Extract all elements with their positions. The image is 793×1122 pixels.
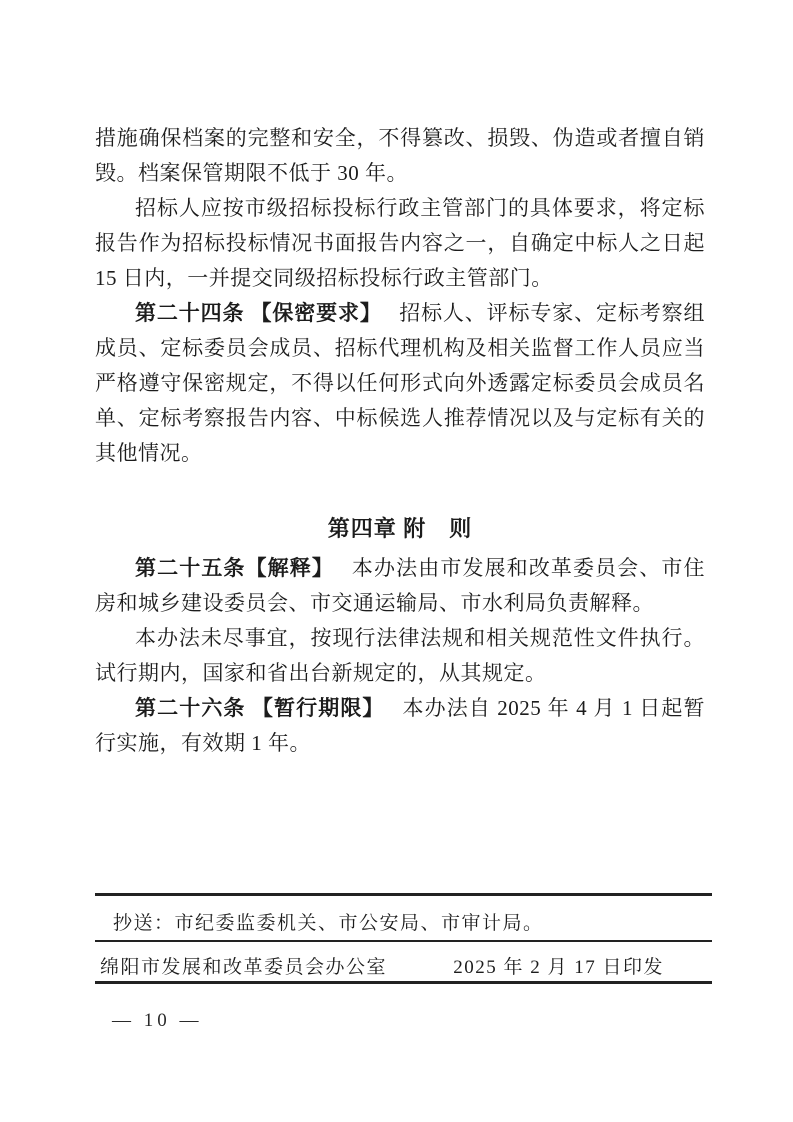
body-text: 本办法未尽事宜，按现行法律法规和相关规范性文件执行。 (135, 626, 705, 650)
body-text: 行实施，有效期 1 年。 (95, 731, 311, 755)
body-line (95, 656, 705, 691)
body-line (95, 121, 705, 156)
print-date: 2025 年 2 月 17 日印发 (453, 957, 664, 978)
page-number: — 10 — (112, 1010, 203, 1031)
body-line (95, 621, 705, 656)
body-text: 试行期内，国家和省出台新规定的，从其规定。 (95, 661, 547, 685)
chapter-heading: 第四章 附 则 (327, 516, 473, 541)
body-line (95, 261, 705, 296)
body-line (95, 331, 705, 366)
body-line (95, 726, 705, 761)
body-text: 措施确保档案的完整和安全，不得篡改、损毁、伪造或者擅自销 (95, 126, 705, 150)
footer-bottom-rule (95, 981, 712, 984)
article-label: 第二十六条 【暂行期限】 (135, 696, 375, 720)
issuing-office: 绵阳市发展和改革委员会办公室 (100, 957, 388, 978)
body-line (95, 191, 705, 226)
body-line (95, 551, 705, 586)
body-text: 15 日内，一并提交同级招标投标行政主管部门。 (95, 266, 553, 290)
body-text: 单、定标考察报告内容、中标候选人推荐情况以及与定标有关的 (95, 406, 705, 430)
footer-top-rule (95, 893, 712, 896)
body-text: 本办法自 2025 年 4 月 1 日起暂 (374, 696, 705, 720)
body-text: 毁。档案保管期限不低于 30 年。 (95, 161, 408, 185)
cc-line: 抄送：市纪委监委机关、市公安局、市审计局。 (113, 913, 544, 934)
body-text: 房和城乡建设委员会、市交通运输局、市水利局负责解释。 (95, 591, 654, 615)
body-line (95, 401, 705, 436)
body-text: 严格遵守保密规定，不得以任何形式向外透露定标委员会成员名 (95, 371, 705, 395)
body-line (95, 691, 705, 726)
issuer-row (95, 942, 712, 981)
body-line (95, 586, 705, 621)
body-text: 招标人、评标专家、定标考察组 (371, 301, 705, 325)
body-line (95, 436, 705, 471)
body-text: 本办法由市发展和改革委员会、市住 (323, 556, 705, 580)
article-label: 第二十五条【解释】 (135, 556, 324, 580)
body-text: 招标人应按市级招标投标行政主管部门的具体要求，将定标 (135, 196, 705, 220)
body-line (95, 296, 705, 331)
body-text: 报告作为招标投标情况书面报告内容之一，自确定中标人之日起 (95, 231, 705, 255)
body-text: 成员、定标委员会成员、招标代理机构及相关监督工作人员应当 (95, 336, 705, 360)
body-text: 其他情况。 (95, 441, 203, 465)
body-line (95, 226, 705, 261)
body-line (95, 156, 705, 191)
article-label: 第二十四条 【保密要求】 (135, 301, 372, 325)
document-body (95, 121, 705, 761)
body-line (95, 366, 705, 401)
